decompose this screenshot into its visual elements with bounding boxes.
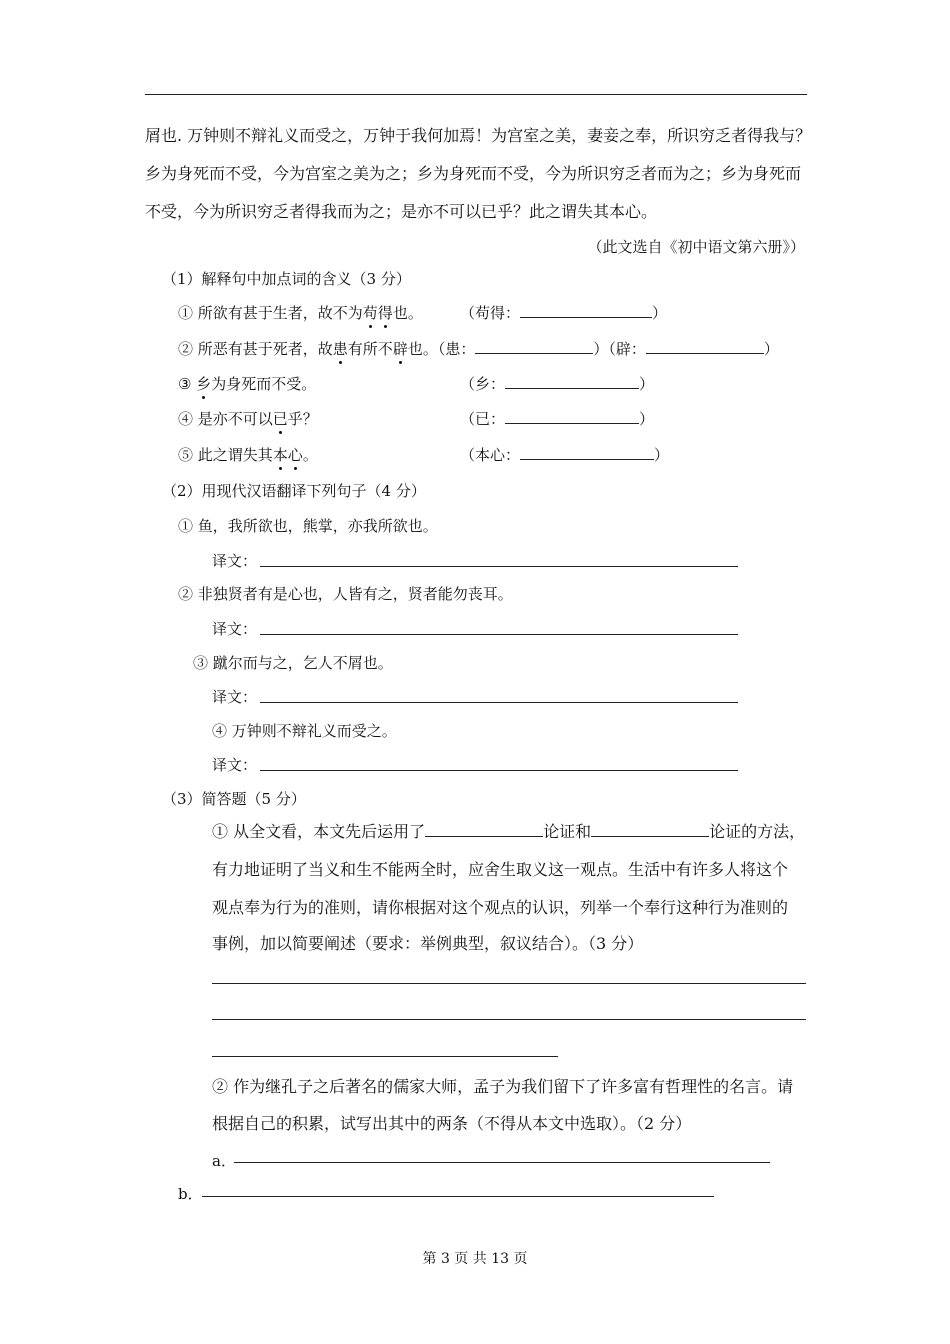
translation-line-3[interactable] [260,702,738,703]
answer-blank[interactable] [505,409,639,424]
dotted-char: 已 [272,410,288,428]
dotted-char: 心 [287,446,303,464]
q3-a-label: a． [212,1152,236,1170]
answer-blank[interactable] [646,339,764,354]
q3-b-label: b． [178,1185,203,1203]
q2-sentence-3: ③ 蹴尔而与之，乞人不屑也。 [193,654,393,672]
answer-line-3[interactable] [212,1056,558,1057]
q1-item-3: ③ 乡为身死而不受。 [178,375,317,393]
dotted-char: 乡 [196,375,212,393]
q2-sentence-4: ④ 万钟则不辩礼义而受之。 [212,722,397,740]
answer-blank[interactable] [520,303,652,318]
answer-blank[interactable] [505,374,639,389]
q2-title: （2）用现代汉语翻译下列句子（4 分） [162,482,426,500]
passage-line-1: 屑也. 万钟则不辩礼义而受之，万钟于我何加焉！为宫室之美，妻妾之奉，所识穷乏者得我与？ [145,126,812,145]
dotted-char: 辟 [392,340,408,358]
answer-blank[interactable] [520,445,654,460]
translation-line-4[interactable] [260,770,738,771]
q3-p1-line-3: 观点奉为行为的准则，请你根据对这个观点的认识，列举一个奉行这种行为准则的 [212,898,789,917]
passage-line-3: 不受，今为所识穷乏者得我而为之；是亦不可以已乎？此之谓失其本心。 [145,202,658,221]
answer-blank[interactable] [591,822,709,837]
q3-p1-line-4: 事例，加以简要阐述（要求：举例典型，叙议结合）。（3 分） [212,934,644,953]
dotted-char: 得 [377,304,393,322]
q1-item-2: ② 所恶有甚于死者，故患有所不辟也。（患： ）（辟： ） [178,340,779,358]
dotted-char: 苟 [362,304,378,322]
q2-sentence-1: ① 鱼，我所欲也，熊掌，亦我所欲也。 [178,517,438,535]
q3-p2-line-1: ② 作为继孔子之后著名的儒家大师，孟子为我们留下了许多富有哲理性的名言。请 [212,1077,794,1096]
q1-answer-1: （苟得： ） [460,304,668,322]
q1-title: （1）解释句中加点词的含义（3 分） [162,270,411,288]
q2-label-1: 译文： [212,552,258,570]
page-footer: 第 3 页 共 13 页 [422,1251,528,1267]
answer-line-b[interactable] [202,1196,714,1197]
translation-line-2[interactable] [260,634,738,635]
header-rule [145,94,807,95]
dotted-char: 患 [332,340,348,358]
q3-title: （3）简答题（5 分） [162,790,306,808]
q1-item-1: ① 所欲有甚于生者，故不为苟得也。 [178,304,423,322]
passage-source: （此文选自《初中语文第六册》） [587,238,805,256]
q2-label-3: 译文： [212,688,258,706]
q2-label-2: 译文： [212,620,258,638]
translation-line-1[interactable] [260,566,738,567]
passage-line-2: 乡为身死而不受，今为宫室之美为之；乡为身死而不受，今为所识穷乏者而为之；乡为身死而 [145,164,802,183]
answer-line-a[interactable] [234,1162,770,1163]
answer-line-2[interactable] [212,1019,806,1020]
q2-sentence-2: ② 非独贤者有是心也，人皆有之，贤者能勿丧耳。 [178,585,513,603]
q1-item-5: ⑤ 此之谓失其本心。 [178,446,318,464]
q1-answer-3: （乡： ） [460,375,655,393]
answer-blank[interactable] [425,822,543,837]
q1-answer-5: （本心： ） [460,446,670,464]
q1-item-4: ④ 是亦不可以已乎？ [178,410,318,428]
q1-answer-4: （已： ） [460,410,655,428]
q3-p1-line-1: ① 从全文看，本文先后运用了 论证和 论证的方法， [212,822,806,841]
answer-line-1[interactable] [212,983,806,984]
q3-p1-line-2: 有力地证明了当义和生不能两全时，应舍生取义这一观点。生活中有许多人将这个 [212,860,789,879]
dotted-char: 本 [272,446,288,464]
q3-p2-line-2: 根据自己的积累，试写出其中的两条（不得从本文中选取）。（2 分） [212,1114,692,1133]
answer-blank[interactable] [475,339,593,354]
q2-label-4: 译文： [212,756,258,774]
